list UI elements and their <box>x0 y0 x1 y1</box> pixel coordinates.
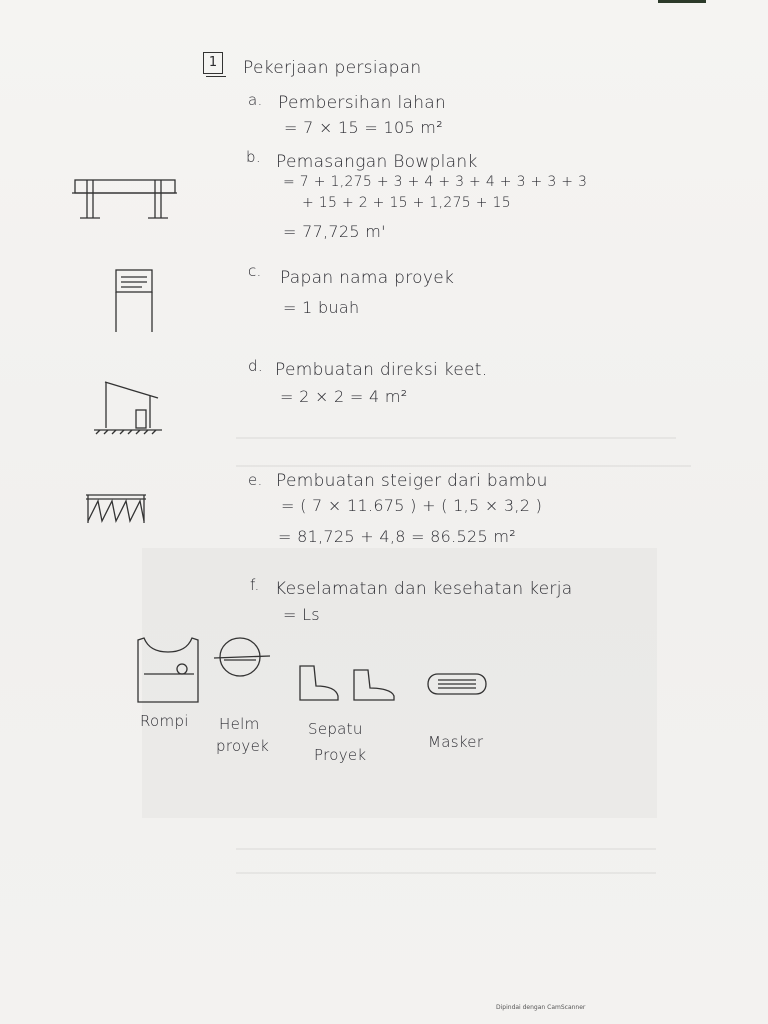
item-a-title: Pembersihan lahan <box>278 93 447 113</box>
helmet-sketch-icon <box>214 636 272 678</box>
item-e-calc-2: = 81,725 + 4,8 = 86.525 m² <box>278 527 516 546</box>
item-d-calc: = 2 × 2 = 4 m² <box>280 387 408 406</box>
item-c-calc: = 1 buah <box>283 298 360 317</box>
item-f-calc: = Ls <box>283 605 320 624</box>
section-title: Pekerjaan persiapan <box>243 58 422 78</box>
item-e-calc-1: = ( 7 × 11.675 ) + ( 1,5 × 3,2 ) <box>281 496 543 515</box>
vest-sketch-icon <box>134 634 204 706</box>
section-number-box: 1 <box>203 52 223 74</box>
item-b-result: = 77,725 m' <box>283 222 386 241</box>
item-f-title: Keselamatan dan kesehatan kerja <box>275 579 573 599</box>
show-through-line <box>236 848 656 850</box>
show-through-line <box>236 465 691 467</box>
item-b-label: b. <box>246 148 261 166</box>
boots-sketch-icon <box>296 662 406 704</box>
ppe-label-masker: Masker <box>428 733 484 751</box>
item-e-title: Pembuatan steiger dari bambu <box>276 471 548 491</box>
ppe-label-sepatu-2: Proyek <box>314 746 367 764</box>
show-through-line <box>236 872 656 874</box>
item-e-label: e. <box>248 471 263 489</box>
show-through-line <box>236 437 676 439</box>
item-f-label: f. <box>250 576 260 594</box>
bowplank-sketch-icon <box>72 176 178 226</box>
item-b-calc-1: = 7 + 1,275 + 3 + 4 + 3 + 4 + 3 + 3 + 3 <box>283 174 588 190</box>
ppe-label-rompi: Rompi <box>140 712 189 730</box>
item-d-title: Pembuatan direksi keet. <box>275 360 488 380</box>
item-c-title: Papan nama proyek <box>280 268 455 288</box>
corner-mark <box>658 0 706 3</box>
item-a-label: a. <box>248 91 263 109</box>
site-office-sketch-icon <box>92 378 164 436</box>
ppe-label-helm-1: Helm <box>219 715 260 733</box>
mask-sketch-icon <box>424 670 490 702</box>
scanner-footer: Dipindai dengan CamScanner <box>496 1004 586 1011</box>
signboard-sketch-icon <box>112 268 156 334</box>
item-a-calc: = 7 × 15 = 105 m² <box>284 118 443 137</box>
scaffold-sketch-icon <box>84 489 150 525</box>
item-b-title: Pemasangan Bowplank <box>276 152 478 172</box>
item-c-label: c. <box>248 262 262 280</box>
ppe-label-helm-2: proyek <box>216 737 270 755</box>
ppe-label-sepatu-1: Sepatu <box>308 720 363 738</box>
item-d-label: d. <box>248 357 263 375</box>
item-b-calc-2: + 15 + 2 + 15 + 1,275 + 15 <box>302 195 511 211</box>
